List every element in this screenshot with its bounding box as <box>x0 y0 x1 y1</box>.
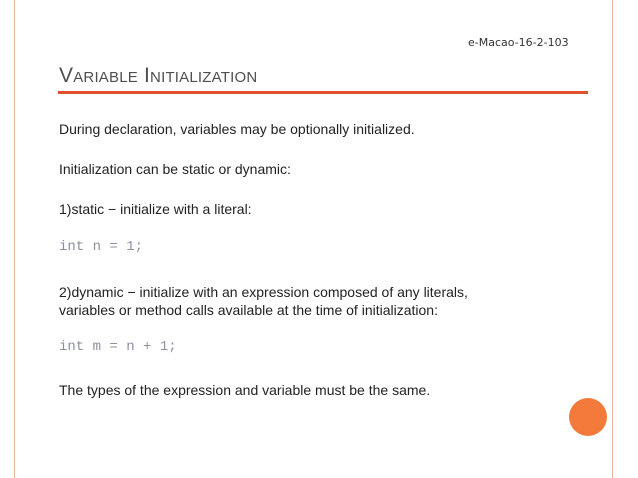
static-text: 1)static − initialize with a literal: <box>59 201 252 217</box>
slide-title: Variable Initialization <box>59 64 258 87</box>
dynamic-text-line-1: 2)dynamic − initialize with an expression composed of any literals, <box>59 284 468 300</box>
type-rule-text: The types of the expression and variable must be the same. <box>59 382 431 398</box>
right-border-line <box>612 0 613 478</box>
intro-text: During declaration, variables may be optionally initialized. <box>59 121 415 137</box>
dynamic-code-example: int m = n + 1; <box>59 339 177 355</box>
kinds-text: Initialization can be static or dynamic: <box>59 161 291 177</box>
static-code-example: int n = 1; <box>59 239 144 255</box>
left-border-line <box>14 0 15 478</box>
title-underline <box>58 91 588 94</box>
slide-id-label: e-Macao-16-2-103 <box>468 36 569 49</box>
orange-circle-decoration <box>569 398 607 436</box>
dynamic-text-line-2: variables or method calls available at the time of initialization: <box>59 302 438 318</box>
